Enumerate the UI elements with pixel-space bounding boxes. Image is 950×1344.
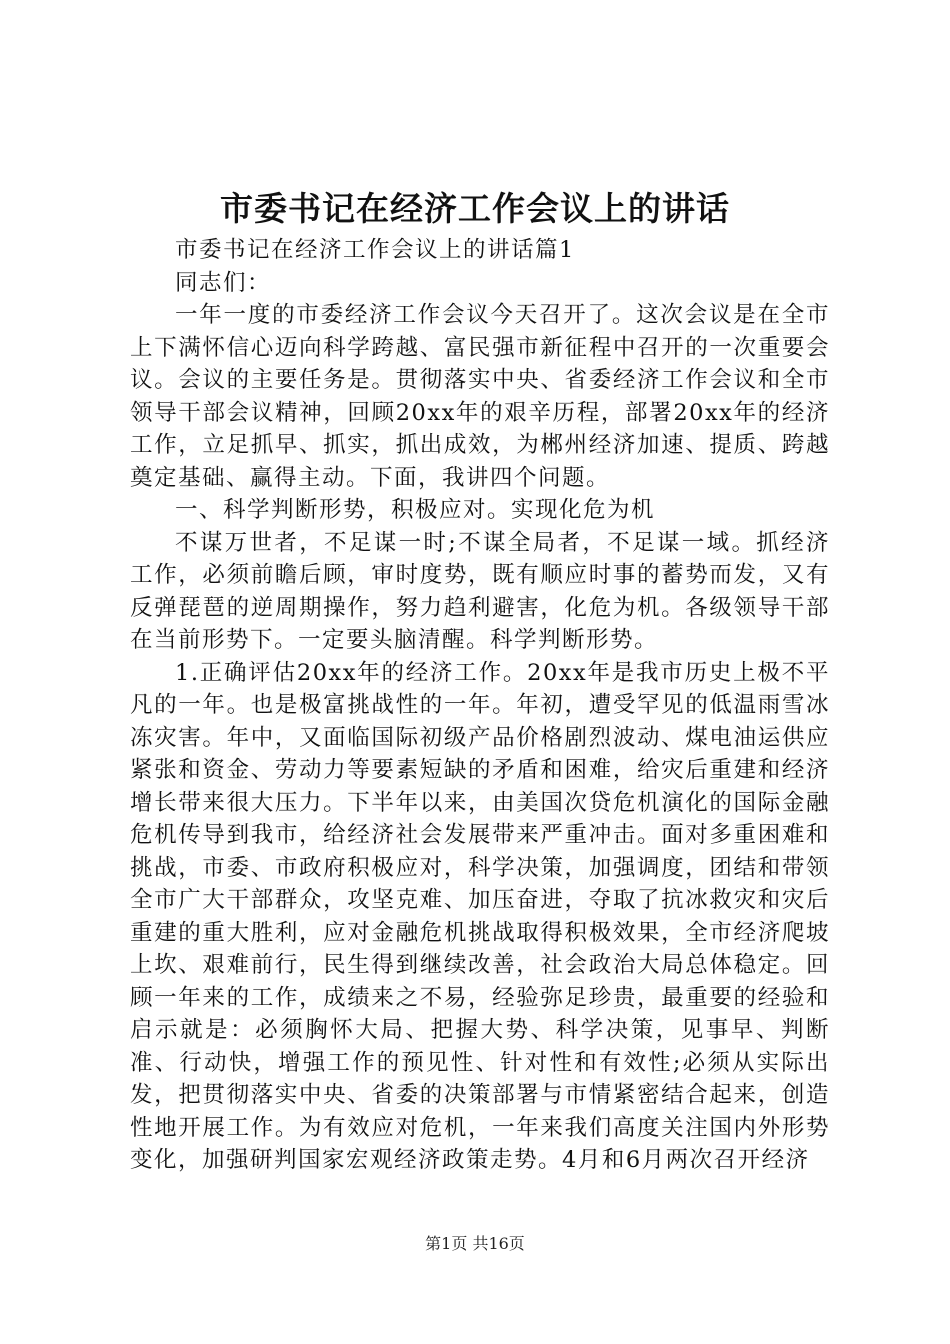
document-body: [130, 234, 830, 1177]
document-title: 市委书记在经济工作会议上的讲话: [220, 189, 730, 228]
paragraph-evaluation: 1.正确评估20xx年的经济工作。20xx年是我市历史上极不平凡的一年。也是极富挑战性的一年。年初，遭受罕见的低温雨雪冰冻灾害。年中，又面临国际初级产品价格剧烈波动、煤电油运供应紧张和资金、劳动力等要素短缺的矛盾和困难，给灾后重建和经济增长带来很大压力。下半年以来，由美国次贷危机演化的国际金融危机传导到我市，给经济社会发展带来严重冲击。面对多重困难和挑战，市委、市政府积极应对，科学决策，加强调度，团结和带领全市广大干部群众，攻坚克难、加压奋进，夺取了抗冰救灾和灾后重建的重大胜利，应对金融危机挑战取得积极效果，全市经济爬坡上坎、艰难前行，民生得到继续改善，社会政治大局总体稳定。回顾一年来的工作，成绩来之不易，经验弥足珍贵，最重要的经验和启示就是：必须胸怀大局、把握大势、科学决策，见事早、判断准、行动快，增强工作的预见性、针对性和有效性;必须从实际出发，把贯彻落实中央、省委的决策部署与市情紧密结合起来，创造性地开展工作。为有效应对危机，一年来我们高度关注国内外形势变化，加强研判国家宏观经济政策走势。4月和6月两次召开经济: [130, 659, 830, 1173]
salutation: 同志们：: [175, 269, 272, 296]
paragraph-situation: 不谋万世者，不足谋一时;不谋全局者，不足谋一域。抓经济工作，必须前瞻后顾，审时度势，既有顺应时事的蓄势而发，又有反弹琵琶的逆周期操作，努力趋利避害，化危为机。各级领导干部在当前形势下。一定要头脑清醒。科学判断形势。: [130, 529, 830, 653]
section-subtitle: 市委书记在经济工作会议上的讲话篇1: [175, 237, 575, 263]
paragraph-intro: 一年一度的市委经济工作会议今天召开了。这次会议是在全市上下满怀信心迈向科学跨越、富民强市新征程中召开的一次重要会议。会议的主要任务是。贯彻落实中央、省委经济工作会议和全市领导干部会议精神，回顾20xx年的艰辛历程，部署20xx年的经济工作，立足抓早、抓实，抓出成效，为郴州经济加速、提质、跨越奠定基础、赢得主动。下面，我讲四个问题。: [130, 302, 830, 491]
section-heading-1: 一、科学判断形势，积极应对。实现化危为机: [175, 497, 656, 523]
page-number-footer: 第1页 共16页: [425, 1234, 525, 1253]
